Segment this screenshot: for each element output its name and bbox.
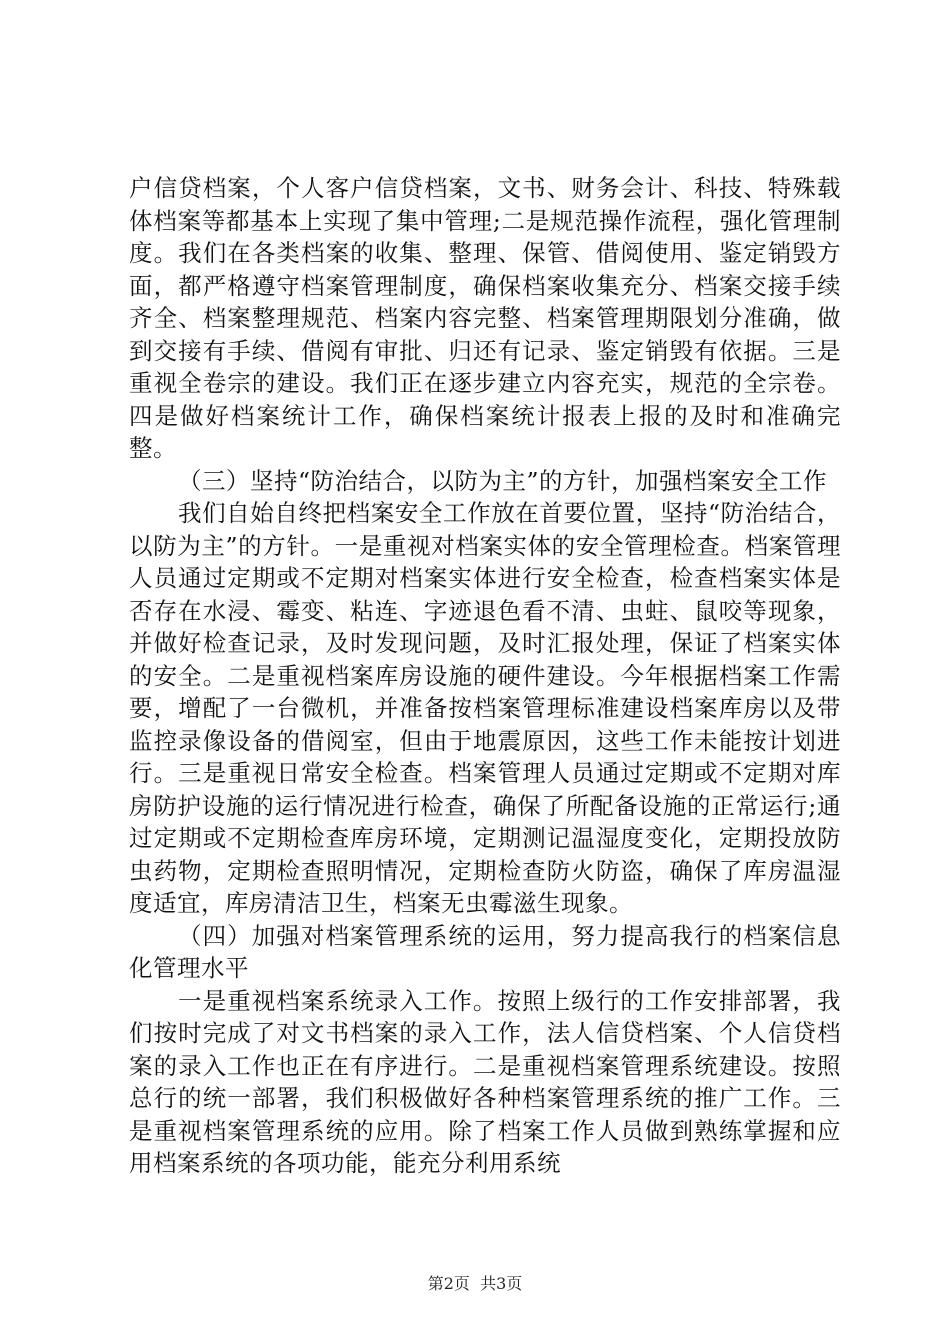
paragraph-archive-safety: 我们自始自终把档案安全工作放在首要位置，坚持“防治结合，以防为主”的方针。一是重视对档案实体的安全管理检查。档案管理人员通过定期或不定期对档案实体进行安全检查，检查档案实体是否存在水浸、霉变、粘连、字迹退色看不清、虫蛀、鼠咬等现象，并做好检查记录，及时发现问题，及时汇报处理，保证了档案实体的安全。二是重视档案库房设施的硬件建设。今年根据档案工作需要，增配了一台微机，并准备按档案管理标准建设档案库房以及带监控录像设备的借阅室，但由于地震原因，这些工作未能按计划进行。三是重视日常安全检查。档案管理人员通过定期或不定期对库房防护设施的运行情况进行检查，确保了所配备设施的正常运行;通过定期或不定期检查库房环境，定期测记温湿度变化，定期投放防虫药物，定期检查照明情况，定期检查防火防盗，确保了库房温湿度适宜，库房清洁卫生，档案无虫霉滋生现象。	[129, 499, 841, 917]
paragraph-continuation: 户信贷档案，个人客户信贷档案，文书、财务会计、科技、特殊载体档案等都基本上实现了集中管理;二是规范操作流程，强化管理制度。我们在各类档案的收集、整理、保管、借阅使用、鉴定销毁方面，都严格遵守档案管理制度，确保档案收集充分、档案交接手续齐全、档案整理规范、档案内容完整、档案管理期限划分准确，做到交接有手续、借阅有审批、归还有记录、鉴定销毁有依据。三是重视全卷宗的建设。我们正在逐步建立内容充实，规范的全宗卷。四是做好档案统计工作，确保档案统计报表上报的及时和准确完整。	[129, 174, 841, 462]
section-heading-4: （四）加强对档案管理系统的运用，努力提高我行的档案信息化管理水平	[129, 921, 841, 982]
page-number-footer: 第2页 共3页	[427, 1274, 523, 1293]
section-heading-3: （三）坚持“防治结合，以防为主”的方针，加强档案安全工作	[178, 466, 828, 495]
paragraph-archive-system: 一是重视档案系统录入工作。按照上级行的工作安排部署，我们按时完成了对文书档案的录入工作，法人信贷档案、个人信贷档案的录入工作也正在有序进行。二是重视档案管理系统建设。按照总行的统一部署，我们积极做好各种档案管理系统的推广工作。三是重视档案管理系统的应用。除了档案工作人员做到熟练掌握和应用档案系统的各项功能，能充分利用系统	[129, 986, 841, 1177]
document-body	[129, 172, 841, 1180]
